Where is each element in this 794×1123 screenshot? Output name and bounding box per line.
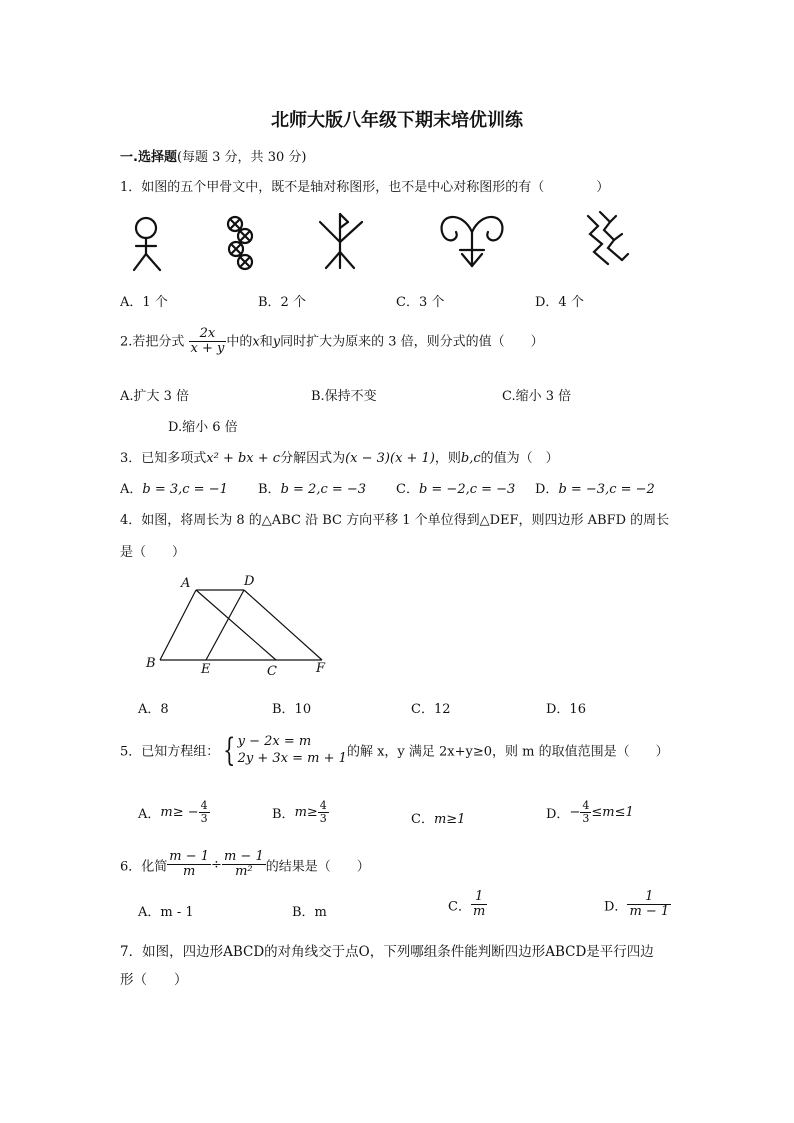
q2-x: x <box>252 334 260 350</box>
q5-option-c-pre: m≥1 <box>433 812 466 827</box>
q2-option-d: D.缩小 6 倍 <box>168 420 238 435</box>
section-note: (每题 3 分，共 30 分) <box>176 150 307 165</box>
q5-option-b-label: B． <box>272 807 295 823</box>
q1-option-d: D．4 个 <box>535 295 584 310</box>
q6-option-c-den: m <box>472 904 486 920</box>
q2-mid1: 中的 <box>226 334 253 350</box>
q6-option-d-num: 1 <box>627 890 671 905</box>
q6-option-c-label: C． <box>448 899 471 915</box>
q5-option-b <box>272 800 329 825</box>
q3-option-a-label: A． <box>120 482 143 497</box>
q5-option-a-label: A． <box>138 807 161 823</box>
q6-option-d-frac <box>627 890 671 920</box>
q5-eq1: y − 2x = m <box>237 734 312 749</box>
q6-option-c <box>448 890 487 920</box>
q3-option-b-label: B． <box>258 482 281 497</box>
q5-option-d-post: ≤m≤1 <box>591 805 634 821</box>
side-df <box>244 590 322 660</box>
q6-frac1-den: m <box>183 864 196 880</box>
q5-option-d-label: D． <box>546 807 570 823</box>
q3-pre: 3．已知多项式 <box>120 451 207 466</box>
q3-option-d-expr: b = −3,c = −2 <box>558 482 655 497</box>
q6-option-a: A．m - 1 <box>138 905 194 920</box>
q5-option-a-frac <box>199 800 210 825</box>
q5-option-b-num: 4 <box>319 799 327 812</box>
q3-option-d-label: D． <box>535 482 559 497</box>
label-f: F <box>316 661 326 676</box>
q3-fact: (x − 3)(x + 1) <box>345 451 435 466</box>
q6-pre: 6．化简 <box>120 859 168 875</box>
q6-frac2-num: m − 1 <box>223 849 264 864</box>
label-c: C <box>267 664 277 679</box>
q5-option-d-pre: − <box>569 805 581 821</box>
q6-option-b: B．m <box>292 905 327 920</box>
q2-den: x + y <box>190 341 225 357</box>
q4-option-b: B．10 <box>272 702 312 717</box>
q5-option-d-num: 4 <box>582 799 590 812</box>
q6-frac1-num: m − 1 <box>169 849 210 864</box>
question-4-line2: 是（ ） <box>120 545 186 560</box>
q5-system <box>238 733 347 767</box>
label-d: D <box>244 574 255 589</box>
q6-op: ÷ <box>211 857 222 873</box>
q6-option-d <box>604 890 671 920</box>
question-7-line1: 7．如图，四边形ABCD的对角线交于点O，下列哪组条件能判断四边形ABCD是平行四边 <box>120 944 654 960</box>
q5-option-c-label: C． <box>411 812 434 827</box>
q5-option-b-pre: m≥ <box>294 805 318 821</box>
page-title: 北师大版八年级下期末培优训练 <box>271 110 523 131</box>
q3-mid2: ，则 <box>434 451 461 466</box>
q2-option-b: B.保持不变 <box>311 389 377 404</box>
q3-option-b-expr: b = 2,c = −3 <box>280 482 367 497</box>
q5-option-b-den: 3 <box>319 812 327 826</box>
question-4-line1: 4．如图，将周长为 8 的△ABC 沿 BC 方向平移 1 个单位得到△DEF，则四边形 ABFD 的周长 <box>120 513 670 528</box>
section-title: 一.选择题 <box>120 150 177 165</box>
q2-post: 同时扩大为原来的 3 倍，则分式的值（ ） <box>280 334 544 350</box>
q5-post: 的解 x，y 满足 2x+y≥0，则 m 的取值范围是（ ） <box>346 744 669 760</box>
q5-option-b-frac <box>318 800 329 825</box>
q2-option-c: C.缩小 3 倍 <box>502 389 572 404</box>
q5-option-d-den: 3 <box>582 812 590 826</box>
side-de <box>206 590 244 660</box>
q5-brace: { <box>223 731 236 769</box>
q4-option-c: C．12 <box>411 702 451 717</box>
q1-option-b: B．2 个 <box>258 295 306 310</box>
q3-poly: x² + bx + c <box>206 451 281 466</box>
q6-option-d-den: m − 1 <box>629 904 670 920</box>
q5-option-a-pre: m≥ − <box>160 805 199 821</box>
q2-y: y <box>272 334 281 350</box>
label-b: B <box>146 656 156 671</box>
q1-option-a: A．1 个 <box>120 295 168 310</box>
q6-option-c-num: 1 <box>471 890 487 905</box>
q5-option-d-frac <box>580 800 591 825</box>
q2-pre: 2.若把分式 <box>120 334 185 350</box>
q4-option-a: A．8 <box>138 702 169 717</box>
q5-option-a <box>138 800 210 825</box>
q3-mid: 分解因式为 <box>280 451 346 466</box>
q2-mid2: 和 <box>259 334 273 350</box>
q3-vars: b,c <box>460 451 481 466</box>
q5-pre: 5．已知方程组： <box>120 744 220 760</box>
q5-option-a-den: 3 <box>200 812 208 826</box>
question-6-stem <box>120 850 370 880</box>
question-5-stem <box>120 733 669 767</box>
q3-post: 的值为（ ） <box>480 451 559 466</box>
q4-option-d: D．16 <box>546 702 586 717</box>
q1-option-c: C．3 个 <box>396 295 445 310</box>
q2-option-a: A.扩大 3 倍 <box>120 389 190 404</box>
q5-option-a-num: 4 <box>200 799 208 812</box>
label-a: A <box>181 576 191 591</box>
q6-frac2-den: m² <box>235 864 253 880</box>
q3-option-a-expr: b = 3,c = −1 <box>142 482 228 497</box>
question-7-line2: 形（ ） <box>120 972 188 988</box>
q3-option-c-label: C． <box>396 482 419 497</box>
q2-num: 2x <box>189 327 227 342</box>
q6-frac2 <box>222 850 266 880</box>
q6-option-d-label: D． <box>604 899 628 915</box>
q3-option-c-expr: b = −2,c = −3 <box>418 482 516 497</box>
q6-frac1 <box>167 850 211 880</box>
q6-post: 的结果是（ ） <box>265 859 370 875</box>
side-ac <box>196 590 276 660</box>
q5-eq2: 2y + 3x = m + 1 <box>237 751 347 766</box>
label-e: E <box>201 662 211 677</box>
question-1-stem: 1．如图的五个甲骨文中，既不是轴对称图形，也不是中心对称图形的有（ ） <box>120 180 610 195</box>
q5-option-c <box>411 808 465 827</box>
q6-option-c-frac <box>471 890 487 920</box>
side-ab <box>160 590 196 660</box>
q5-option-d <box>546 800 634 825</box>
